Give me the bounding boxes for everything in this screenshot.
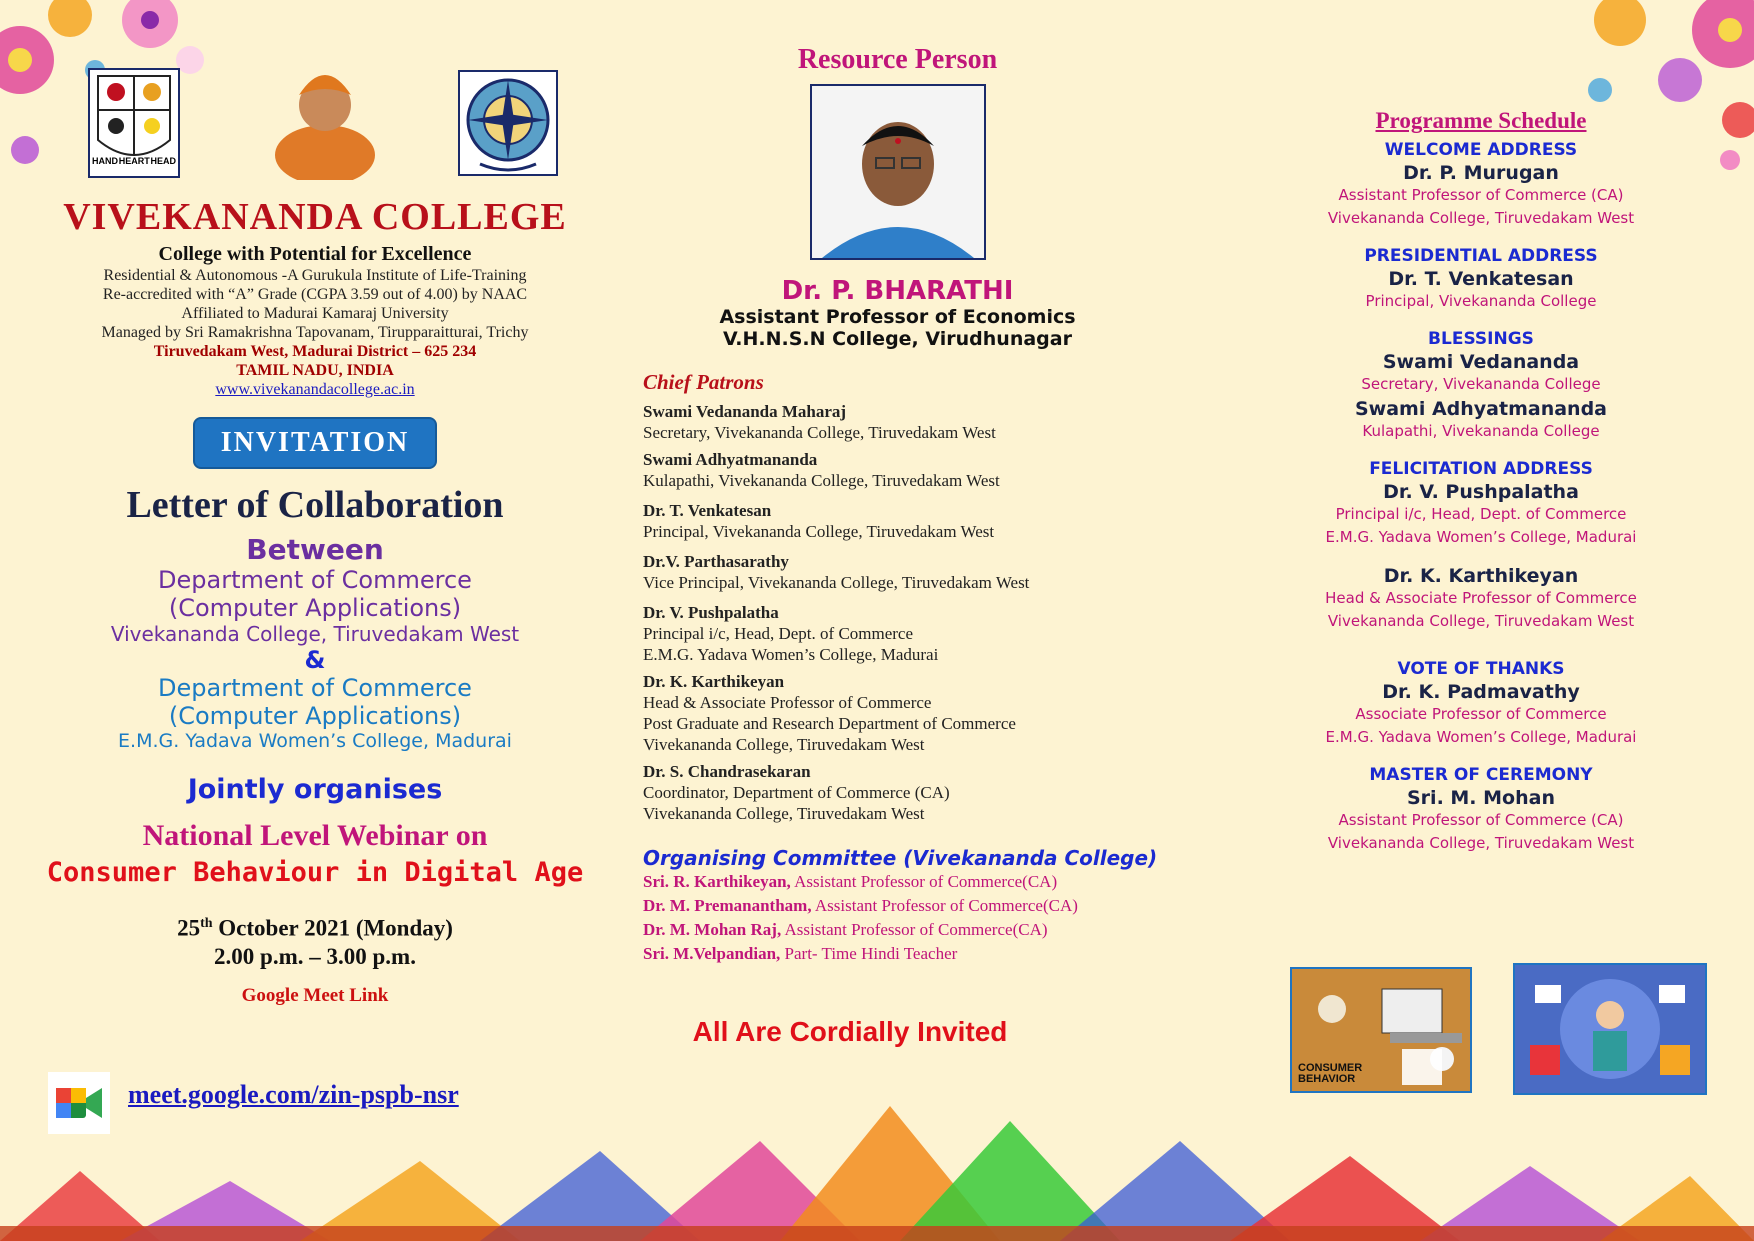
schedule-heading: BLESSINGS (1428, 329, 1534, 349)
schedule-person-detail: Head & Associate Professor of Commerce (1325, 589, 1637, 607)
schedule-person-detail: E.M.G. Yadava Women’s College, Madurai (1325, 528, 1637, 546)
patron-item (643, 602, 1163, 665)
schedule-person-detail: Kulapathi, Vivekananda College (1362, 422, 1600, 440)
google-meet-icon (48, 1072, 110, 1134)
patron-line: Vice Principal, Vivekananda College, Tiruvedakam West (643, 573, 1030, 592)
committee-role: Part- Time Hindi Teacher (780, 944, 958, 963)
patron-item (643, 761, 1163, 824)
dept2-line-a: Department of Commerce (158, 674, 472, 702)
patron-line: E.M.G. Yadava Women’s College, Madurai (643, 645, 939, 664)
resource-person-photo (810, 84, 986, 260)
committee-name: Dr. M. Mohan Raj, (643, 920, 782, 939)
schedule-heading: VOTE OF THANKS (1397, 659, 1565, 679)
schedule-person-name: Swami Vedananda (1382, 351, 1580, 373)
patron-name: Dr. S. Chandrasekaran (643, 762, 811, 781)
patron-item (643, 449, 1163, 491)
digital-network-icon (1515, 965, 1705, 1093)
schedule-person-name: Dr. K. Karthikeyan (1383, 565, 1579, 587)
patron-item (643, 671, 1163, 755)
schedule-person-detail: Associate Professor of Commerce (1355, 705, 1607, 723)
emblem-word-hand: HAND (92, 156, 118, 166)
patron-item (643, 500, 1163, 542)
ampersand: & (304, 646, 326, 674)
patron-line: Kulapathi, Vivekananda College, Tiruvedakam West (643, 471, 1000, 490)
digital-consumer-image (1513, 963, 1707, 1095)
patron-line: Coordinator, Department of Commerce (CA) (643, 783, 950, 802)
schedule-person-name: Dr. V. Pushpalatha (1383, 481, 1579, 503)
institution-2: E.M.G. Yadava Women’s College, Madurai (118, 730, 512, 752)
date-day: 25 (177, 915, 201, 941)
schedule-person-detail: Vivekananda College, Tiruvedakam West (1327, 612, 1635, 630)
chief-patrons-section (643, 370, 1163, 966)
committee-item (643, 942, 1163, 966)
committee-item (643, 870, 1163, 894)
patron-name: Dr. V. Pushpalatha (643, 603, 779, 622)
patron-line: Vivekananda College, Tiruvedakam West (643, 804, 925, 823)
dept1-line-b: (Computer Applications) (168, 594, 462, 622)
college-emblem (88, 68, 180, 178)
letter-of-collaboration-title: Letter of Collaboration (126, 484, 504, 526)
schedule-heading: WELCOME ADDRESS (1384, 140, 1578, 160)
college-state: TAMIL NADU, INDIA (236, 362, 394, 379)
programme-schedule-title: Programme Schedule (1375, 108, 1587, 133)
college-name: VIVEKANANDA COLLEGE (63, 196, 567, 238)
college-address: Tiruvedakam West, Madurai District – 625 234 (153, 343, 477, 360)
college-line-3: Affiliated to Madurai Kamaraj University (181, 305, 449, 322)
committee-name: Sri. M.Velpandian, (643, 944, 781, 963)
patron-name: Dr. T. Venkatesan (643, 501, 772, 520)
event-time: 2.00 p.m. – 3.00 p.m. (214, 943, 416, 969)
between-label: Between (246, 533, 384, 566)
committee-role: Assistant Professor of Commerce(CA) (781, 920, 1048, 939)
resource-person-name: Dr. P. BHARATHI (781, 276, 1014, 306)
schedule-person-name: Swami Adhyatmananda (1354, 398, 1608, 420)
college-line-2: Re-accredited with “A” Grade (CGPA 3.59 out of 4.00) by NAAC (102, 286, 528, 303)
committee-name: Dr. M. Premanantham, (643, 896, 812, 915)
committee-item (643, 918, 1163, 942)
schedule-person-detail: E.M.G. Yadava Women’s College, Madurai (1325, 728, 1637, 746)
resource-person-college: V.H.N.S.N College, Virudhunagar (723, 328, 1072, 350)
resource-person-title: Resource Person (797, 44, 998, 75)
schedule-person-detail: Assistant Professor of Commerce (CA) (1338, 811, 1624, 829)
partner-college-emblem (458, 70, 558, 176)
google-meet-label: Google Meet Link (241, 984, 389, 1006)
cordially-invited: All Are Cordially Invited (692, 1016, 1008, 1047)
patron-name: Dr.V. Parthasarathy (643, 552, 789, 571)
schedule-person-detail: Vivekananda College, Tiruvedakam West (1327, 834, 1635, 852)
schedule-person-name: Sri. M. Mohan (1407, 787, 1555, 809)
college-website-link[interactable]: www.vivekanandacollege.ac.in (215, 381, 415, 398)
programme-schedule (1300, 108, 1662, 855)
patron-line: Head & Associate Professor of Commerce (643, 693, 932, 712)
college-tagline: College with Potential for Excellence (158, 243, 472, 265)
schedule-heading: PRESIDENTIAL ADDRESS (1364, 246, 1598, 266)
patron-name: Swami Adhyatmananda (643, 450, 818, 469)
dept2-line-b: (Computer Applications) (168, 702, 462, 730)
date-suffix: th (200, 916, 213, 931)
schedule-person-name: Dr. T. Venkatesan (1388, 268, 1574, 290)
date-rest: October 2021 (Monday) (212, 915, 453, 941)
emblem-word-head: HEAD (150, 156, 176, 166)
patron-line: Principal, Vivekananda College, Tiruvedakam West (643, 522, 995, 541)
schedule-person-detail: Principal i/c, Head, Dept. of Commerce (1335, 505, 1627, 523)
compass-emblem-icon (460, 72, 556, 174)
schedule-person-detail: Vivekananda College, Tiruvedakam West (1327, 209, 1635, 227)
chief-patrons-heading: Chief Patrons (643, 370, 764, 394)
patron-item (643, 401, 1163, 443)
college-line-1: Residential & Autonomous -A Gurukula Institute of Life-Training (103, 267, 527, 284)
google-meet-link[interactable]: meet.google.com/zin-pspb-nsr (128, 1080, 459, 1109)
dept1-line-a: Department of Commerce (158, 566, 472, 594)
patron-line: Secretary, Vivekananda College, Tiruvedakam West (643, 423, 996, 442)
patron-line: Post Graduate and Research Department of Commerce (643, 714, 1016, 733)
institution-1: Vivekananda College, Tiruvedakam West (110, 622, 520, 646)
consumer-behavior-image (1290, 967, 1472, 1093)
resource-person-designation: Assistant Professor of Economics (719, 306, 1076, 328)
invitation-badge: INVITATION (193, 417, 438, 469)
patron-line: Vivekananda College, Tiruvedakam West (643, 735, 925, 754)
event-date (40, 910, 590, 943)
emblem-word-heart: HEART (118, 156, 150, 166)
schedule-heading: FELICITATION ADDRESS (1369, 459, 1593, 479)
patron-name: Dr. K. Karthikeyan (643, 672, 785, 691)
schedule-person-detail: Principal, Vivekananda College (1365, 292, 1597, 310)
organising-committee-heading: Organising Committee (Vivekananda College) (643, 846, 1158, 870)
schedule-person-name: Dr. K. Padmavathy (1382, 681, 1580, 703)
jointly-organises: Jointly organises (187, 774, 443, 805)
schedule-person-name: Dr. P. Murugan (1403, 162, 1559, 184)
patron-line: Principal i/c, Head, Dept. of Commerce (643, 624, 914, 643)
schedule-heading: MASTER OF CEREMONY (1369, 765, 1593, 785)
committee-item (643, 894, 1163, 918)
webinar-topic: Consumer Behaviour in Digital Age (46, 857, 584, 888)
person-portrait-icon (812, 86, 984, 258)
schedule-person-detail: Secretary, Vivekananda College (1361, 375, 1601, 393)
committee-role: Assistant Professor of Commerce(CA) (790, 872, 1058, 891)
consumer-behavior-caption: CONSUMER BEHAVIOR (1298, 1062, 1363, 1085)
vivekananda-portrait (270, 55, 380, 180)
patron-name: Swami Vedananda Maharaj (643, 402, 847, 421)
patron-item (643, 551, 1163, 593)
committee-role: Assistant Professor of Commerce(CA) (811, 896, 1078, 915)
webinar-heading: National Level Webinar on (142, 819, 488, 852)
committee-name: Sri. R. Karthikeyan, (643, 872, 791, 891)
college-line-4: Managed by Sri Ramakrishna Tapovanam, Tirupparaitturai, Trichy (101, 324, 529, 341)
schedule-person-detail: Assistant Professor of Commerce (CA) (1338, 186, 1624, 204)
flower-decoration-bottom (0, 1101, 1754, 1241)
